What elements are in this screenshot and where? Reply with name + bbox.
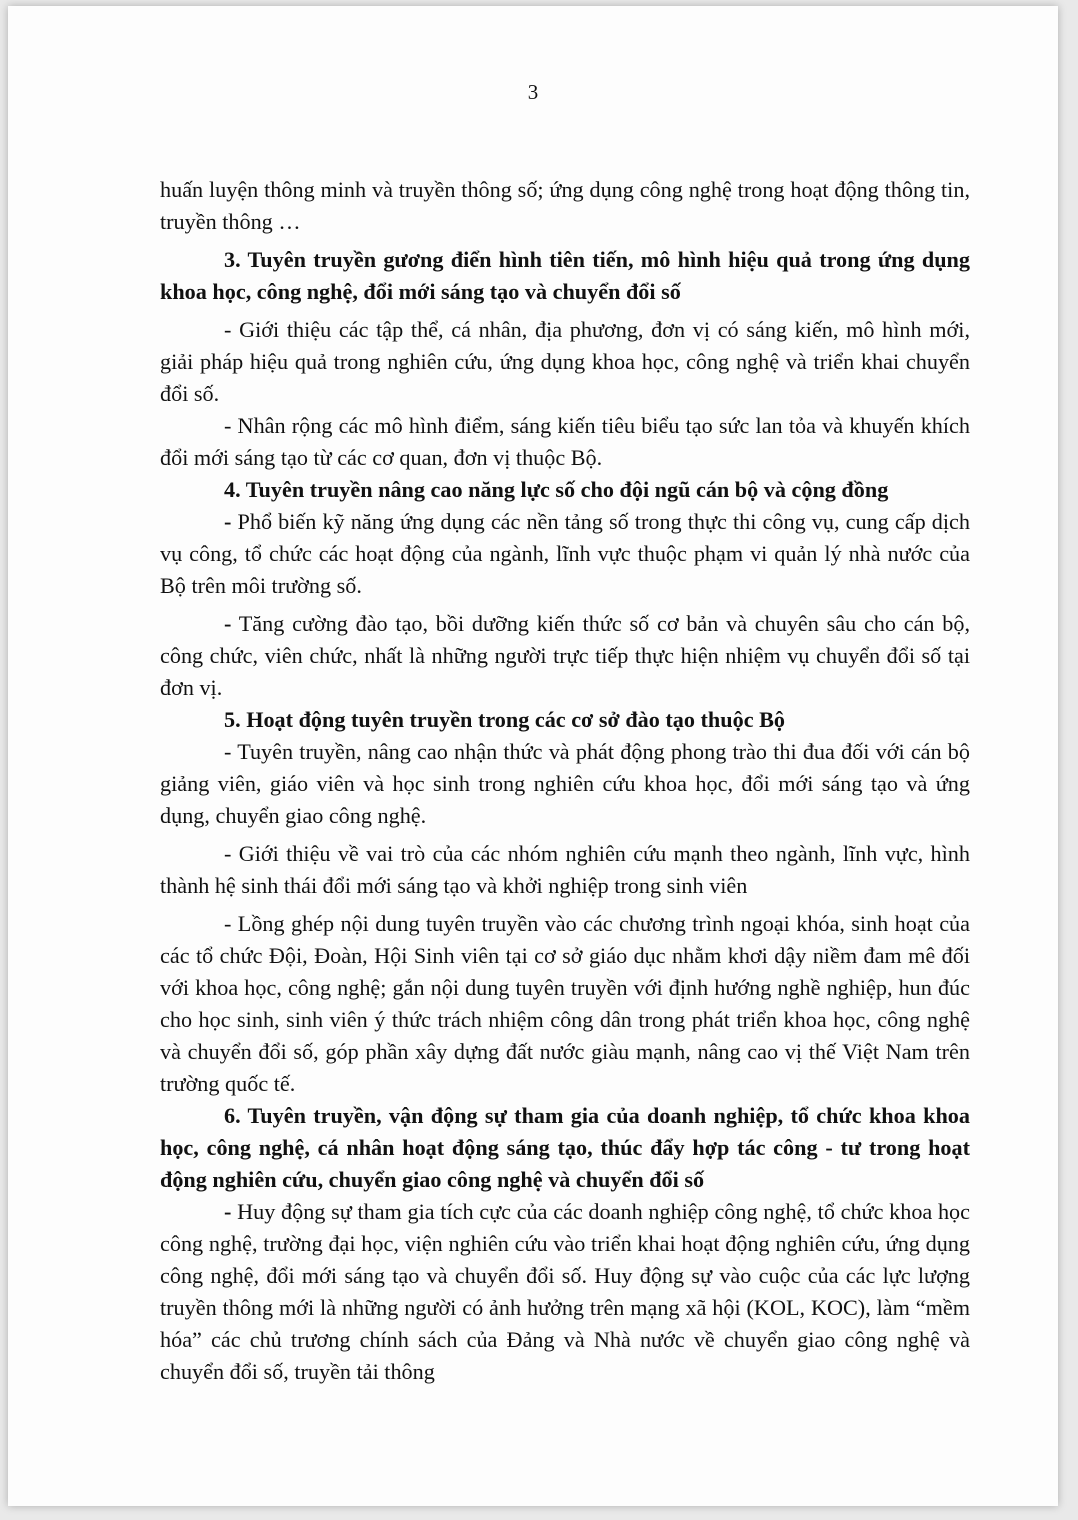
paragraph-continuation: huấn luyện thông minh và truyền thông số; ứng dụng công nghệ trong hoạt động thông tin, truyền thông … <box>160 177 970 234</box>
paragraph-bullet: - Nhân rộng các mô hình điểm, sáng kiến tiêu biểu tạo sức lan tỏa và khuyến khích đổi mới sáng tạo từ các cơ quan, đơn vị thuộc Bộ. <box>160 413 970 470</box>
section-heading-3: 3. Tuyên truyền gương điển hình tiên tiến, mô hình hiệu quả trong ứng dụng khoa học, công nghệ, đổi mới sáng tạo và chuyển đổi số <box>160 247 970 304</box>
section-heading-4: 4. Tuyên truyền nâng cao năng lực số cho đội ngũ cán bộ và cộng đồng <box>224 477 889 502</box>
paragraph-bullet: - Giới thiệu về vai trò của các nhóm nghiên cứu mạnh theo ngành, lĩnh vực, hình thành hệ sinh thái đổi mới sáng tạo và khởi nghiệp trong sinh viên <box>160 841 970 898</box>
paragraph-bullet: - Lồng ghép nội dung tuyên truyền vào các chương trình ngoại khóa, sinh hoạt của các tổ chức Đội, Đoàn, Hội Sinh viên tại cơ sở giáo dục nhằm khơi dậy niềm đam mê đối với khoa học, công nghệ; gắn nội dung tuyên truyền với định hướng nghề nghiệp, hun đúc cho học sinh, sinh viên ý thức trách nhiệm công dân trong phát triển khoa học, công nghệ và chuyển đổi số, góp phần xây dựng đất nước giàu mạnh, nâng cao vị thế Việt Nam trên trường quốc tế. <box>160 911 970 1096</box>
document-body <box>160 174 970 1388</box>
document-page <box>8 6 1058 1506</box>
bullet-dash: - <box>224 509 232 534</box>
page-number: 3 <box>527 80 539 104</box>
bullet-dash: - <box>224 611 232 636</box>
paragraph-text: Huy động sự tham gia tích cực của các doanh nghiệp công nghệ, tổ chức khoa học công nghệ, trường đại học, viện nghiên cứu vào triển khai hoạt động nghiên cứu, ứng dụng công nghệ, đổi mới sáng tạo và chuyển đổi số. Huy động sự vào cuộc của các lực lượng truyền thông mới là những người có ảnh hưởng trên mạng xã hội (KOL, KOC), làm “mềm hóa” các chủ trương chính sách của Đảng và Nhà nước về chuyển giao công nghệ và chuyển đổi số, truyền tải thông <box>160 1199 970 1384</box>
paragraph-bullet: - Tuyên truyền, nâng cao nhận thức và phát động phong trào thi đua đối với cán bộ giảng viên, giáo viên và học sinh trong nghiên cứu khoa học, đổi mới sáng tạo và ứng dụng, chuyển giao công nghệ. <box>160 739 970 828</box>
bullet-dash: - <box>224 1199 232 1224</box>
paragraph-bullet <box>160 506 970 602</box>
paragraph-text: Phổ biến kỹ năng ứng dụng các nền tảng số trong thực thi công vụ, cung cấp dịch vụ công, tổ chức các hoạt động của ngành, lĩnh vực thuộc phạm vi quản lý nhà nước của Bộ trên môi trường số. <box>160 509 970 598</box>
paragraph-bullet <box>160 1196 970 1388</box>
paragraph-bullet: - Giới thiệu các tập thể, cá nhân, địa phương, đơn vị có sáng kiến, mô hình mới, giải pháp hiệu quả trong nghiên cứu, ứng dụng khoa học, công nghệ và triển khai chuyển đổi số. <box>160 317 970 406</box>
paragraph-text: Tăng cường đào tạo, bồi dưỡng kiến thức số cơ bản và chuyên sâu cho cán bộ, công chức, viên chức, nhất là những người trực tiếp thực hiện nhiệm vụ chuyển đổi số tại đơn vị. <box>160 611 970 700</box>
paragraph-bullet <box>160 608 970 704</box>
section-heading-5: 5. Hoạt động tuyên truyền trong các cơ sở đào tạo thuộc Bộ <box>224 707 785 732</box>
section-heading-6: 6. Tuyên truyền, vận động sự tham gia của doanh nghiệp, tổ chức khoa khoa học, công nghệ, cá nhân hoạt động sáng tạo, thúc đẩy hợp tác công - tư trong hoạt động nghiên cứu, chuyển giao công nghệ và chuyển đổi số <box>160 1103 970 1192</box>
